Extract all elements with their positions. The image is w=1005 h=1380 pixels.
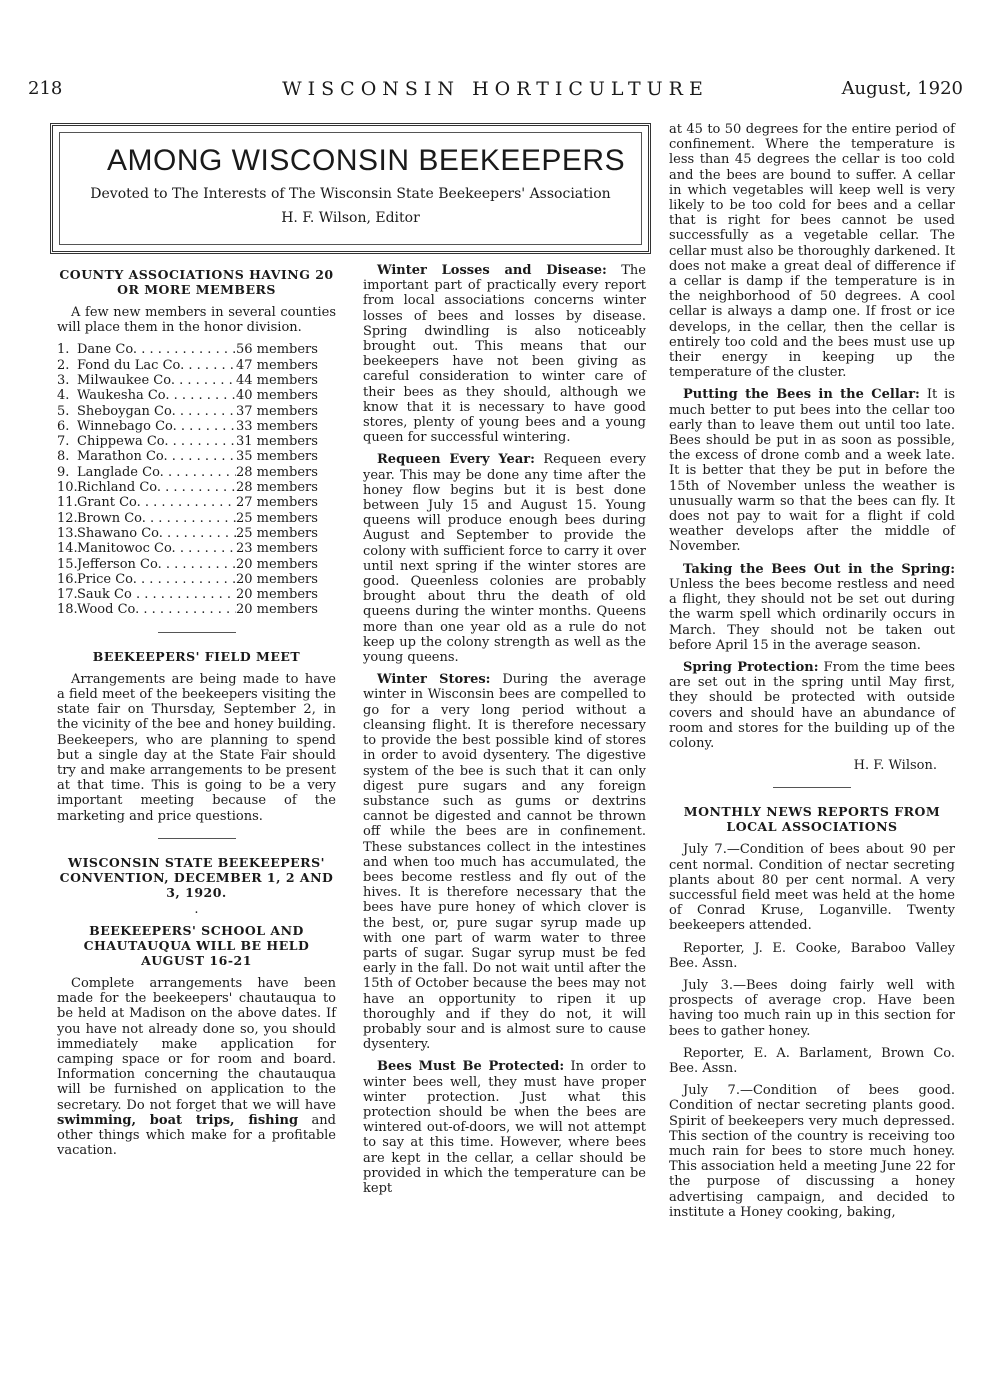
- county-heading: COUNTY ASSOCIATIONS HAVING 20 OR MORE MEMBERS: [59, 267, 334, 297]
- county-member-count: 25 members: [236, 511, 336, 526]
- requeen-heading: Requeen Every Year:: [377, 452, 535, 468]
- county-member-count: 40 members: [236, 388, 336, 403]
- county-item: [57, 358, 336, 373]
- cellar-continuation: at 45 to 50 degrees for the entire period of confinement. Where the temperature is less than 45 degrees the cellar is too cold and the bees are bound to suffer. A cellar in which vegetables will keep well is very likely to be too cold for bees and a cellar that is right for bees cannot be used successfully as a vegetable cellar. The cellar must also be thoroughly darkened. It does not make a great deal of difference if a cellar is damp if the temperature is in the neighborhood of 50 degrees. A cool cellar is always a damp one. If frost or ice develops, in the cellar, then the cellar is entirely too cold and the bees must use up their energy in keeping up the temperature of the cluster.: [669, 122, 955, 381]
- cellar-heading: Putting the Bees in the Cellar:: [683, 387, 920, 403]
- county-name: Sheboygan Co. . . .: [77, 404, 236, 419]
- department-editor: H. F. Wilson, Editor: [281, 210, 420, 226]
- county-name: Grant Co. . . .: [77, 495, 236, 510]
- county-rank: 4.: [57, 388, 70, 404]
- county-rank: 7.: [57, 434, 70, 450]
- county-rank: 5.: [57, 403, 70, 419]
- county-member-count: 27 members: [236, 495, 336, 510]
- county-item: [57, 480, 336, 495]
- county-name: Sauk Co . . .: [77, 587, 236, 602]
- section-rule: [158, 632, 236, 633]
- winter-stores-text: During the average winter in Wisconsin bees are compelled to go for a very long period without a cleansing flight. It is therefore necessary to provide the best possible kind of stores in order to avoid dysentery. The digestive system of the bee is such that it can only digest pure sugars and any foreign substance such as gums or dextrins cannot be digested and cannot be thrown off while the bees are in confinement. These substances collect in the intestines and when too much has accumulated, the bees become restless and fly out of the hives. It is therefore necessary that the bees have pure honey of which clover is the best, or, pure sugar syrup made up with one part of warm water to three parts of sugar. Sugar syrup must be fed early in the fall. Do not wait until after the 15th of October because the bees may not have an opportunity to ripen it up thoroughly and if they do not, it will probably sour and is almost sure to cause dysentery.: [363, 672, 646, 1053]
- county-name: Langlade Co. . . .: [77, 465, 236, 480]
- winter-losses-paragraph: [363, 263, 646, 445]
- news-report: July 7.—Condition of bees good. Condition of nectar secreting plants good. Spirit of beekeepers very much depressed. This section of the country is receiving too much rain for bees to store much honey. This association held a meeting June 22 for the purpose of discussing a honey advertising campaign, and decided to institute a Honey cooking, baking,: [669, 1083, 955, 1220]
- county-rank: 12.: [57, 510, 78, 526]
- county-member-count: 20 members: [236, 602, 336, 617]
- school-heading: BEEKEEPERS' SCHOOL AND CHAUTAUQUA WILL BE HELD AUGUST 16-21: [83, 922, 310, 968]
- winter-losses-heading: Winter Losses and Disease:: [377, 263, 607, 278]
- requeen-text: Requeen every year. This may be done any time after the honey flow begins but it is best done between July 15 and August 15. Young queens will produce enough bees during August and September to provide the colony with sufficient force to carry it over until next spring if the winter stores are good. Queenless colonies are probably brought about thru the death of old queens during the winter months. Queens more than one year old as a rule do not keep up the colony strength as well as the young queens.: [363, 452, 646, 666]
- school-text-a: Complete arrangements have been made for the beekeepers' chautauqua to be held at Madison on the above dates. If you have not already done so, you should immediately make application for camping space or for room and board. Information concerning the chautauqua will be furnished on application to the secretary. Do not forget that we will have: [57, 975, 336, 1113]
- county-name: Manitowoc Co. . . .: [77, 541, 236, 556]
- county-member-count: 20 members: [236, 572, 336, 587]
- winter-stores-paragraph: [363, 672, 646, 1052]
- issue-date: August, 1920: [841, 78, 963, 99]
- page-number: 218: [28, 78, 63, 99]
- county-name: Wood Co. . . .: [77, 602, 236, 617]
- county-member-count: 35 members: [236, 449, 336, 464]
- section-rule: [773, 787, 851, 788]
- news-heading: MONTHLY NEWS REPORTS FROM LOCAL ASSOCIATIONS: [683, 804, 941, 835]
- column-1: [57, 263, 336, 1165]
- column-2: [363, 263, 646, 1203]
- county-name: Winnebago Co. . . .: [77, 419, 236, 434]
- county-item: [57, 404, 336, 419]
- department-subtitle: Devoted to The Interests of The Wisconsin State Beekeepers' Association: [90, 186, 611, 202]
- county-name: Brown Co. . . .: [77, 511, 236, 526]
- protection-heading: Bees Must Be Protected:: [377, 1059, 565, 1075]
- county-item: [57, 495, 336, 510]
- county-name: Jefferson Co. . . .: [77, 557, 236, 572]
- separator-dot: .: [194, 901, 199, 917]
- county-rank: 18.: [57, 602, 78, 618]
- county-member-count: 33 members: [236, 419, 336, 434]
- county-member-count: 44 members: [236, 373, 336, 388]
- county-name: Waukesha Co. . . .: [77, 388, 236, 403]
- winter-stores-heading: Winter Stores:: [377, 672, 491, 688]
- spring-out-paragraph: [669, 562, 955, 653]
- county-name: Richland Co. . . .: [77, 480, 236, 495]
- journal-title: WISCONSIN HORTICULTURE: [282, 78, 709, 100]
- county-item: [57, 541, 336, 556]
- spring-protection-heading: Spring Protection:: [683, 659, 819, 675]
- news-report: July 3.—Bees doing fairly well with prospects of average crop. Have been having too much rain up in this section for bees to gather honey.: [669, 977, 955, 1039]
- school-activities: swimming, boat trips, fishing: [57, 1112, 299, 1128]
- county-item: [57, 434, 336, 449]
- county-item: [57, 602, 336, 617]
- county-rank: 6.: [57, 418, 70, 434]
- spring-protection-text: From the time bees are set out in the spring until May first, they should be protected with outside covers and should have an abundance of room and stores for the building up of the colony.: [669, 659, 956, 751]
- county-member-count: 28 members: [236, 465, 336, 480]
- county-rank: 14.: [57, 541, 78, 557]
- author-signature: H. F. Wilson.: [853, 758, 937, 774]
- field-meet-text: Arrangements are being made to have a field meet of the beekeepers visiting the state fair on Thursday, September 2, in the vicinity of the bee and honey building. Beekeepers, who are planning to spend but a single day at the State Fair should try and make arrangements to be present at that time. This is going to be a very important meeting because of the marketing and price questions.: [57, 671, 336, 824]
- county-member-count: 37 members: [236, 404, 336, 419]
- county-item: [57, 511, 336, 526]
- county-name: Chippewa Co. . . .: [77, 434, 236, 449]
- county-item: [57, 465, 336, 480]
- county-item: [57, 587, 336, 602]
- county-rank: 2.: [57, 357, 70, 373]
- protection-paragraph: [363, 1059, 646, 1196]
- county-member-count: 20 members: [236, 587, 336, 602]
- news-report: July 7.—Condition of bees about 90 per cent normal. Condition of nectar secreting plants about 80 per cent normal. A very successful field meet was held at the home of Conrad Kruse, Loganville. Twenty beekeepers attended.: [669, 842, 955, 934]
- cellar-paragraph: [669, 387, 955, 554]
- column-3: [669, 122, 955, 1227]
- county-rank: 1.: [57, 342, 70, 358]
- county-rank: 13.: [57, 525, 78, 541]
- county-name: Marathon Co. . . .: [77, 449, 236, 464]
- county-member-count: 20 members: [236, 557, 336, 572]
- county-member-count: 23 members: [236, 541, 336, 556]
- spring-protection-paragraph: [669, 660, 955, 751]
- county-member-count: 31 members: [236, 434, 336, 449]
- protection-text: In order to winter bees well, they must have proper winter protection. Just what this protection should be when the bees are wintered out-of-doors, we will not attempt to say at this time. However, where bees are kept in the cellar, a cellar should be provided in which the temperature can be kept: [363, 1059, 646, 1196]
- county-item: [57, 373, 336, 388]
- county-name: Fond du Lac Co. . . .: [77, 358, 236, 373]
- county-member-count: 47 members: [236, 358, 336, 373]
- spring-out-text: Unless the bees become restless and need a flight, they should not be set out during the warm spell which ordinarily occurs in March. They should not be taken out before April 15 in the average season.: [669, 576, 955, 653]
- county-item: [57, 572, 336, 587]
- department-title: AMONG WISCONSIN BEEKEEPERS: [107, 144, 626, 177]
- county-item: [57, 557, 336, 572]
- requeen-paragraph: [363, 452, 646, 665]
- department-banner: [50, 123, 651, 254]
- county-member-count: 25 members: [236, 526, 336, 541]
- county-item: [57, 342, 336, 357]
- county-name: Dane Co. . . .: [77, 342, 236, 357]
- news-reporter: Reporter, J. E. Cooke, Baraboo Valley Bee. Assn.: [669, 940, 955, 971]
- section-rule: [158, 838, 236, 839]
- convention-heading: WISCONSIN STATE BEEKEEPERS' CONVENTION, DECEMBER 1, 2 AND 3, 1920.: [59, 854, 334, 900]
- county-name: Price Co. . . .: [77, 572, 236, 587]
- county-rank: 3.: [57, 373, 70, 388]
- news-reporter: Reporter, E. A. Barlament, Brown Co. Bee. Assn.: [669, 1045, 955, 1076]
- county-rank: 10.: [57, 480, 78, 496]
- county-rank: 17.: [57, 587, 78, 603]
- county-intro: A few new members in several counties will place them in the honor division.: [57, 305, 336, 336]
- county-rank: 16.: [57, 571, 78, 587]
- county-rank: 9.: [57, 464, 70, 480]
- county-list: [57, 342, 336, 617]
- running-header: [28, 78, 963, 104]
- county-name: Shawano Co. . . .: [77, 526, 236, 541]
- school-text-b: and other things which make for a profitable vacation.: [57, 1112, 336, 1159]
- county-member-count: 28 members: [236, 480, 336, 495]
- county-item: [57, 526, 336, 541]
- county-member-count: 56 members: [236, 342, 336, 357]
- county-rank: 11.: [57, 495, 78, 511]
- county-name: Milwaukee Co. . . .: [77, 373, 236, 388]
- county-item: [57, 449, 336, 464]
- spring-out-heading: Taking the Bees Out in the Spring:: [683, 561, 955, 577]
- county-item: [57, 419, 336, 434]
- county-item: [57, 388, 336, 403]
- field-meet-heading: BEEKEEPERS' FIELD MEET: [92, 648, 301, 664]
- school-text: [57, 976, 336, 1158]
- county-rank: 15.: [57, 556, 78, 572]
- cellar-text: It is much better to put bees into the cellar too early than to leave them out until too late. Bees should be put in as soon as possible, the excess of drone comb and a week late. It is better that they be put in before the 15th of November unless the weather is unusually warm so that the bees can fly. It does not pay to wait for a flight if cold weather develops after the middle of November.: [669, 387, 956, 555]
- county-rank: 8.: [57, 449, 70, 465]
- winter-losses-text: The important part of practically every report from local associations concerns winter losses of bees and losses by disease. Spring dwindling is also noticeably brought out. This means that our beekeepers have not been giving as careful consideration to winter care of their bees as they should, although we know that it is necessary to have good stores, plenty of young bees and a young queen for successful wintering.: [363, 263, 646, 446]
